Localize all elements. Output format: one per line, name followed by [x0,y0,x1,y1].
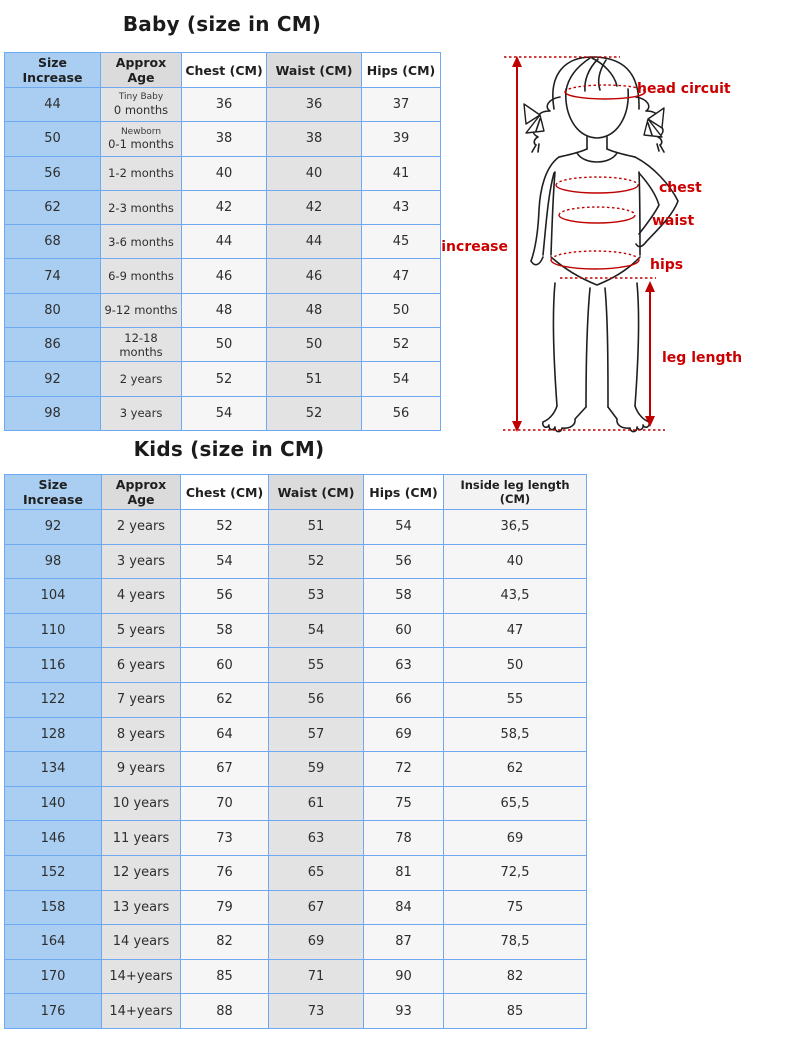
table-row [5,156,441,190]
kids-cell: 164 [5,925,102,960]
kids-cell: 82 [444,959,587,994]
right-braid-tail [657,144,664,152]
baby-cell: 52 [182,362,267,396]
kids-cell: 54 [181,544,269,579]
baby-cell: 44 [182,225,267,259]
baby-table-title: Baby (size in CM) [122,12,322,36]
kids-cell: 36,5 [444,510,587,545]
kids-cell: 92 [5,510,102,545]
kids-cell: 71 [269,959,364,994]
measurement-figure [440,45,794,445]
kids-cell: 87 [364,925,444,960]
kids-cell: 56 [269,682,364,717]
baby-cell: 2 years [101,362,182,396]
baby-cell: 48 [267,293,362,327]
baby-cell: 48 [182,293,267,327]
kids-cell: 11 years [102,821,181,856]
baby-cell: 54 [182,396,267,430]
kids-cell: 66 [364,682,444,717]
kids-cell: 8 years [102,717,181,752]
table-row [5,648,587,683]
table-row [5,925,587,960]
kids-cell: 128 [5,717,102,752]
baby-cell: Tiny Baby 0 months [101,88,182,122]
kids-cell: 73 [269,994,364,1029]
kids-cell: 56 [181,579,269,614]
baby-cell: 62 [5,190,101,224]
kids-cell: 59 [269,752,364,787]
baby-cell: 86 [5,328,101,362]
baby-cell: 56 [362,396,441,430]
kids-cell: 52 [181,510,269,545]
baby-cell: 44 [267,225,362,259]
table-row [5,786,587,821]
baby-cell: 1-2 months [101,156,182,190]
kids-table-body [5,510,587,1029]
waist-measure-ellipse [559,207,635,215]
kids-cell: 122 [5,682,102,717]
waist-label: waist [652,213,695,229]
baby-header-row [5,53,441,88]
kids-cell: 81 [364,855,444,890]
baby-cell: 36 [182,88,267,122]
baby-cell: 39 [362,122,441,156]
kids-cell: 82 [181,925,269,960]
baby-cell: 45 [362,225,441,259]
right-hand [636,242,646,247]
kids-cell: 158 [5,890,102,925]
baby-cell: 50 [362,293,441,327]
kids-cell: 85 [181,959,269,994]
table-row [5,88,441,122]
baby-cell: 51 [267,362,362,396]
kids-cell: 6 years [102,648,181,683]
kids-cell: 3 years [102,544,181,579]
baby-cell: 52 [267,396,362,430]
head-measure-ellipse [565,92,645,99]
kids-cell: 4 years [102,579,181,614]
table-row [5,717,587,752]
baby-cell: 50 [182,328,267,362]
kids-cell: 40 [444,544,587,579]
table-row [5,510,587,545]
kids-cell: 63 [269,821,364,856]
baby-cell: 74 [5,259,101,293]
increase-arrow [512,56,522,432]
girl-illustration [524,57,678,432]
table-row [5,396,441,430]
kids-cell: 75 [444,890,587,925]
baby-cell: 50 [267,328,362,362]
kids-cell: 65,5 [444,786,587,821]
baby-cell: 68 [5,225,101,259]
bang-stroke [585,59,598,91]
table-row [5,328,441,362]
kids-cell: 14 years [102,925,181,960]
kids-cell: 170 [5,959,102,994]
head-circuit-label: head circuit [637,81,731,97]
kids-cell: 85 [444,994,587,1029]
kids-cell: 10 years [102,786,181,821]
baby-cell: 98 [5,396,101,430]
kids-cell: 50 [444,648,587,683]
kids-cell: 52 [269,544,364,579]
table-row [5,122,441,156]
kids-cell: 110 [5,613,102,648]
table-row [5,362,441,396]
increase-label: increase [441,239,508,255]
baby-cell: 42 [182,190,267,224]
kids-cell: 64 [181,717,269,752]
kids-column-header: Inside leg length (CM) [444,475,587,510]
kids-cell: 9 years [102,752,181,787]
kids-table-title: Kids (size in CM) [133,437,325,461]
briefs [551,257,640,285]
kids-cell: 98 [5,544,102,579]
kids-column-header: Chest (CM) [181,475,269,510]
baby-cell: 37 [362,88,441,122]
baby-cell: 44 [5,88,101,122]
table-row [5,613,587,648]
baby-column-header: Hips (CM) [362,53,441,88]
kids-size-table [4,474,587,1029]
kids-cell: 152 [5,855,102,890]
kids-cell: 146 [5,821,102,856]
baby-cell: 9-12 months [101,293,182,327]
kids-cell: 12 years [102,855,181,890]
table-row [5,890,587,925]
baby-cell: 52 [362,328,441,362]
hips-measure-ellipse [551,251,639,260]
baby-cell: 46 [182,259,267,293]
left-braid-tail [532,144,539,152]
table-row [5,752,587,787]
kids-header-row [5,475,587,510]
table-row [5,682,587,717]
baby-cell: 38 [267,122,362,156]
kids-cell: 60 [364,613,444,648]
kids-column-header: Hips (CM) [364,475,444,510]
right-foot [608,406,649,432]
kids-cell: 176 [5,994,102,1029]
kids-cell: 70 [181,786,269,821]
right-leg-inner [605,288,608,407]
kids-cell: 84 [364,890,444,925]
kids-cell: 76 [181,855,269,890]
baby-cell: 47 [362,259,441,293]
kids-cell: 53 [269,579,364,614]
table-row [5,855,587,890]
baby-column-header: Size Increase [5,53,101,88]
kids-cell: 57 [269,717,364,752]
left-foot [543,406,586,432]
left-leg-inner [586,288,590,407]
baby-cell: 92 [5,362,101,396]
kids-cell: 116 [5,648,102,683]
baby-cell: 56 [5,156,101,190]
kids-cell: 69 [444,821,587,856]
baby-column-header: Waist (CM) [267,53,362,88]
baby-cell: 42 [267,190,362,224]
kids-cell: 62 [444,752,587,787]
baby-table-body [5,88,441,431]
baby-cell: Newborn 0-1 months [101,122,182,156]
table-row [5,259,441,293]
kids-cell: 65 [269,855,364,890]
kids-column-header: Waist (CM) [269,475,364,510]
table-row [5,190,441,224]
kids-cell: 75 [364,786,444,821]
table-row [5,579,587,614]
baby-cell: 54 [362,362,441,396]
kids-cell: 56 [364,544,444,579]
waist-measure-ellipse [559,215,635,223]
chest-measure-ellipse [556,185,638,193]
kids-cell: 58 [181,613,269,648]
torso-right [639,172,640,255]
kids-cell: 79 [181,890,269,925]
baby-column-header: Approx Age [101,53,182,88]
kids-cell: 14+years [102,959,181,994]
kids-cell: 104 [5,579,102,614]
table-row [5,293,441,327]
kids-cell: 78 [364,821,444,856]
baby-cell: 46 [267,259,362,293]
kids-cell: 62 [181,682,269,717]
kids-cell: 73 [181,821,269,856]
leg-length-arrow [645,281,655,427]
baby-cell: 3-6 months [101,225,182,259]
shoulders [559,149,635,157]
kids-cell: 58 [364,579,444,614]
head-measure-ellipse [565,85,645,92]
kids-cell: 69 [364,717,444,752]
kids-cell: 67 [269,890,364,925]
hips-label: hips [650,257,684,273]
kids-cell: 134 [5,752,102,787]
baby-cell: 41 [362,156,441,190]
baby-cell: 43 [362,190,441,224]
kids-cell: 54 [364,510,444,545]
kids-cell: 55 [269,648,364,683]
baby-cell: 36 [267,88,362,122]
table-row [5,959,587,994]
baby-cell: 2-3 months [101,190,182,224]
baby-cell: 50 [5,122,101,156]
table-row [5,225,441,259]
baby-cell: 80 [5,293,101,327]
kids-cell: 7 years [102,682,181,717]
left-leg-outer [554,283,557,406]
chest-measure-ellipse [556,177,638,185]
kids-cell: 54 [269,613,364,648]
baby-cell: 12-18 months [101,328,182,362]
baby-cell: 6-9 months [101,259,182,293]
kids-cell: 14+years [102,994,181,1029]
kids-cell: 13 years [102,890,181,925]
left-bow [524,104,544,133]
kids-cell: 67 [181,752,269,787]
table-row [5,821,587,856]
baby-cell: 40 [267,156,362,190]
kids-column-header: Size Increase [5,475,102,510]
kids-cell: 61 [269,786,364,821]
baby-cell: 3 years [101,396,182,430]
baby-size-table [4,52,441,431]
kids-cell: 63 [364,648,444,683]
kids-column-header: Approx Age [102,475,181,510]
right-leg-outer [635,283,638,406]
table-row [5,544,587,579]
baby-cell: 38 [182,122,267,156]
leg-length-label: leg length [662,350,743,366]
kids-cell: 60 [181,648,269,683]
kids-cell: 2 years [102,510,181,545]
baby-cell: 40 [182,156,267,190]
kids-cell: 72 [364,752,444,787]
kids-cell: 55 [444,682,587,717]
kids-cell: 72,5 [444,855,587,890]
kids-cell: 69 [269,925,364,960]
kids-cell: 51 [269,510,364,545]
kids-cell: 5 years [102,613,181,648]
kids-cell: 78,5 [444,925,587,960]
kids-cell: 47 [444,613,587,648]
kids-cell: 140 [5,786,102,821]
kids-cell: 43,5 [444,579,587,614]
table-row [5,994,587,1029]
kids-cell: 90 [364,959,444,994]
baby-column-header: Chest (CM) [182,53,267,88]
kids-cell: 93 [364,994,444,1029]
chest-label: chest [659,180,702,196]
kids-cell: 58,5 [444,717,587,752]
kids-cell: 88 [181,994,269,1029]
tank-neckline [577,153,617,162]
